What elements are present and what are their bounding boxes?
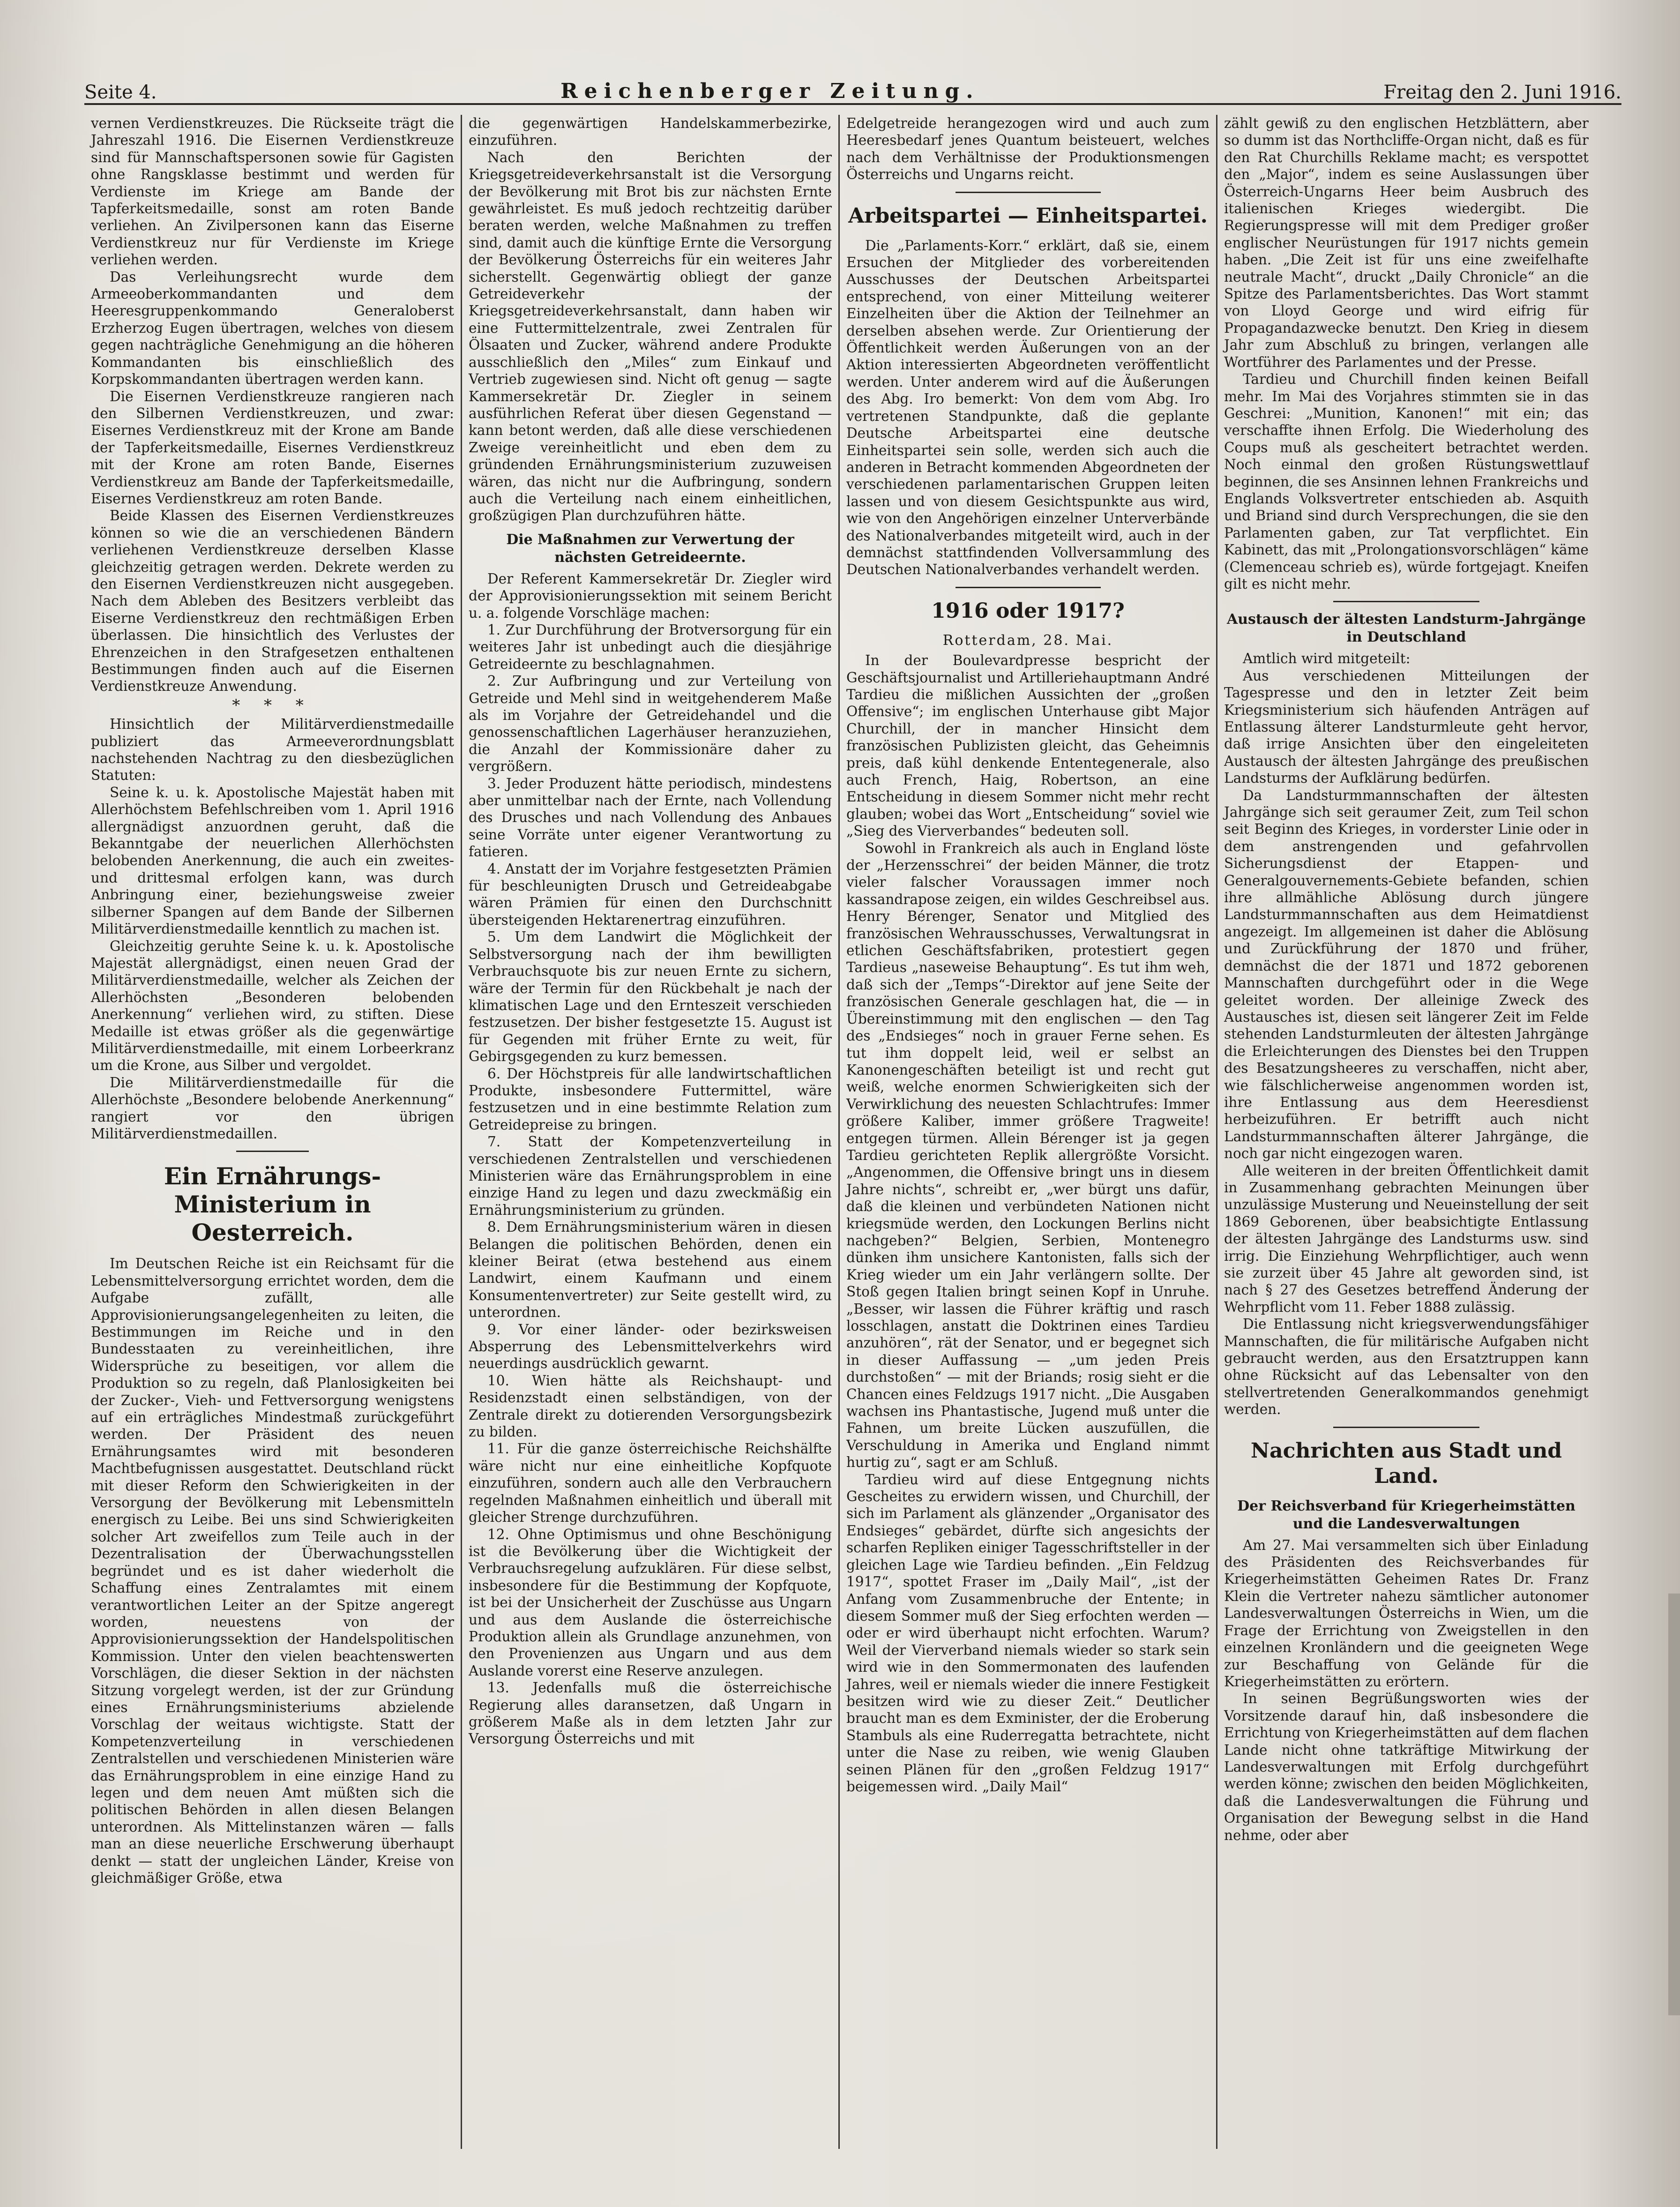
list-item: 9. Vor einer länder- oder bezirksweisen Absperrung des Lebensmittelverkehrs wird neuerdings ausdrücklich gewarnt. <box>469 1321 832 1372</box>
article-headline: 1916 oder 1917? <box>931 599 1125 623</box>
paragraph: Die Eisernen Verdienstkreuze rangieren nach den Silbernen Verdienstkreuzen, und zwar: Eisernes Verdienstkreuz mit der Krone am Bande der Tapferkeitsmedaille, Eisernes Verdienstkreuz mit der Krone am roten Bande, Eisernes Verdienstkreuz am Bande der Tapferkeitsmedaille, Eisernes Verdienstkreuz am roten Bande. <box>91 388 454 507</box>
paragraph: Die „Parlaments-Korr.“ erklärt, daß sie, einem Ersuchen der Mitglieder des vorbereitenden Ausschusses der Deutschen Arbeitspartei entsprechend, von einer Mitteilung weiterer Einzelheiten über die Aktion der Teilnehmer an derselben absehen werde. Zur Orientierung der Öffentlichkeit werden Äußerungen von an der Aktion interessierten Abgeordneten veröffentlicht werden. Unter anderem wird auf die Äußerungen des Abg. Iro bemerkt: Von dem vom Abg. Iro vertretenen Standpunkte, daß die geplante Deutsche Arbeitspartei eine deutsche Einheitspartei sein solle, werden sich auch die anderen in Betracht kommenden Abgeordneten der verschiedenen parlamentarischen Gruppen leiten lassen und von diesem Gesichtspunkte aus wird, wie von den Angehörigen einzelner Unterverbände des Nationalverbandes mitgeteilt wird, auch in der demnächst stattfindenden Vollversammlung des Deutschen Nationalverbandes verhandelt werden. <box>846 237 1210 578</box>
column-2 <box>462 115 840 2149</box>
paragraph: Sowohl in Frankreich als auch in England löste der „Herzensschrei“ der beiden Männer, die trotz vieler falscher Voraussagen immer noch kassandrapose zeigen, ein wildes Geschreibsel aus. Henry Bérenger, Senator und Mitglied des französischen Wehrausschusses, Verwaltungsrat in etlichen Geschäftsfabriken, protestiert gegen Tardieus „naseweise Behauptung“. Es tut ihm weh, daß sich der „Temps“-Direktor auf jene Seite der französischen Generale geschlagen hat, die — in Übereinstimmung mit den englischen — den Tag des „Endsieges“ noch in grauer Ferne sehen. Es tut ihm doppelt leid, weil er selbst an Kanonengeschäften beteiligt ist und recht gut weiß, welche enormen Schwierigkeiten sich der Verwirklichung des neuesten Schlachtrufes: Immer größere Kaliber, immer größere Tragweite! entgegen türmen. Allein Bérenger ist ja gegen Tardieu gerichteten Replik allergrößte Vorsicht. „Angenommen, die Offensive bringt uns in diesem Jahre nichts“, schreibt er, „wer bürgt uns dafür, daß die kleinen und verbündeten Nationen nicht kriegsmüde werden, den Lockungen Berlins nicht nachgeben?“ Belgien, Serbien, Montenegro dünken ihm unsichere Kantonisten, falls sich der Krieg wieder um ein Jahr verlängern sollte. Der Stoß gegen Italien bringt seinen Kopf in Unruhe. „Besser, wir lassen die Führer kräftig und rasch losschlagen, anstatt die Doktrinen eines Tardieu anzuhören“, rät der Senator, und er begegnet sich in dieser Auffassung — „um jeden Preis durchstoßen“ — mit der Briands; rosig sieht er die Chancen eines Feldzugs 1917 nicht. „Die Ausgaben wachsen ins Phantastische, Jugend muß unter die Fahnen, um breite Lücken auszufüllen, die Verschuldung in Amerika und England nimmt hurtig zu“, sagt er am Schluß. <box>846 840 1210 1471</box>
article-columns <box>84 115 1621 2149</box>
list-item: 7. Statt der Kompetenzverteilung in verschiedenen Zentralstellen und verschiedenen Ministerien wäre das Ernährungsproblem in eine einzige Hand zu legen und dazu zweckmäßig ein Ernährungsministerium zu gründen. <box>469 1134 832 1218</box>
paragraph: zählt gewiß zu den englischen Hetzblättern, aber so dumm ist das Northcliffe-Organ nicht, daß es für den Rat Churchills Reklame macht; es verspottet den „Major“, indem es seine Auslassungen über Österreich-Ungarns Heer beim Ausbruch des italienischen Krieges wiedergibt. Die Regierungspresse will mit dem Prediger großer englischer Neurüstungen für 1917 nichts gemein haben. „Die Zeit ist für uns eine zweifelhafte neutrale Macht“, druckt „Daily Chronicle“ an die Spitze des Parlamentsberichtes. Das Wort stammt von Lloyd George und wird eifrig für Propagandazwecke benutzt. Den Krieg in diesem Jahr zum Abschluß zu bringen, verlangen alle Wortführer des Parlamentes und der Presse. <box>1224 115 1589 370</box>
paragraph: Da Landsturmmannschaften der ältesten Jahrgänge sich seit geraumer Zeit, zum Teil schon seit Beginn des Krieges, in vorderster Linie oder in dem anstrengenden und gefahrvollen Sicherungsdienst der Etappen- und Generalgouvernements-Gebiete befanden, schien ihre allmähliche Ablösung durch jüngere Landsturmmannschaften aus dem Heimatdienst angezeigt. Im allgemeinen ist daher die Ablösung und Zurückführung der 1870 und früher, demnächst die der 1871 und 1872 geborenen Mannschaften durchgeführt oder in die Wege geleitet worden. Der alleinige Zweck des Austausches ist, diesen seit längerer Zeit im Felde stehenden Landsturmleuten der ältesten Jahrgänge die Erleichterungen des Dienstes bei den Truppen des Besatzungsheeres zu verschaffen, nicht aber, wie fälschlicherweise angenommen worden ist, ihre Entlassung aus dem Heeresdienst herbeizuführen. Er betrifft auch nicht Landsturmmannschaften älterer Jahrgänge, die noch gar nicht eingezogen waren. <box>1224 787 1589 1162</box>
paragraph: die gegenwärtigen Handelskammerbezirke, einzuführen. <box>469 115 832 149</box>
list-item: 5. Um dem Landwirt die Möglichkeit der Selbstversorgung nach der ihm bewilligten Verbrauchsquote bis zur neuen Ernte zu sichern, wäre der Termin für den Rückbehalt je nach der klimatischen Lage und den Ernteszeit verschieden festzusetzen. Der bisher festgesetzte 15. August ist für Gegenden mit früher Ernte zu weit, für Gebirgsgegenden zu kurz bemessen. <box>469 929 832 1065</box>
paragraph: Tardieu wird auf diese Entgegnung nichts Gescheites zu erwidern wissen, und Churchill, der sich im Parlament als glänzender „Organisator des Endsieges“ gebärdet, dürfte sich angesichts der scharfen Repliken einiger Tagesschriftsteller in der gleichen Lage wie Tardieu befinden. „Ein Feldzug 1917“, spottet Fraser im „Daily Mail“, „ist der Anfang vom Zusammenbruche der Entente; in diesem Sommer muß der Sieg erfochten werden — oder er wird überhaupt nicht erfochten. Warum? Weil der Vierverband niemals wieder so stark sein wird wie in den Sommermonaten des laufenden Jahres, weil er niemals wieder die innere Festigkeit besitzen wird wie zu dieser Zeit.“ Deutlicher braucht man es dem Exminister, der die Eroberung Stambuls als eine Ruderregatta betrachtete, nicht unter die Nase zu reiben, wie wenig Glauben seinen Plänen für den „großen Feldzug 1917“ beigemessen wird. „Daily Mail“ <box>846 1471 1210 1795</box>
paragraph: Die Militärverdienstmedaille für die Allerhöchste „Besondere belobende Anerkennung“ rangiert vor den übrigen Militärverdienstmedaillen. <box>91 1074 454 1142</box>
list-item: 2. Zur Aufbringung und zur Verteilung von Getreide und Mehl sind in weitgehenderem Maße als im Vorjahre der Getreidehandel und die genossenschaftlichen Lagerhäuser heranzuziehen, die Anzahl der Kommissionäre daher zu vergrößern. <box>469 673 832 775</box>
paragraph: Der Referent Kammersekretär Dr. Ziegler wird der Approvisionierungssektion mit seinem Bericht u. a. folgende Vorschläge machen: <box>469 570 832 621</box>
paragraph: Am 27. Mai versammelten sich über Einladung des Präsidenten des Reichsverbandes für Kriegerheimstätten Geheimen Rates Dr. Franz Klein die Vertreter nahezu sämtlicher autonomer Landesverwaltungen Österreichs in Wien, um die Frage der Errichtung von Zweigstellen in den einzelnen Kronländern und die geeigneten Wege zur Beschaffung von Gelände für die Kriegerheimstätten zu erörtern. <box>1224 1537 1589 1690</box>
section-subheading: Der Reichsverband für Kriegerheimstätten und die Landesverwaltungen <box>1237 1497 1575 1532</box>
page-number: Seite 4. <box>84 82 157 103</box>
paragraph: In seinen Begrüßungsworten wies der Vorsitzende darauf hin, daß insbesondere die Errichtung von Kriegerheimstätten auf dem flachen Lande nicht ohne tatkräftige Mitwirkung der Landesverwaltungen mit Erfolg durchgeführt werden könne; zwischen den beiden Möglichkeiten, daß die Landesverwaltungen die Führung und Organisation der Bewegung selbst in die Hand nehme, oder aber <box>1224 1691 1589 1843</box>
paragraph: Alle weiteren in der breiten Öffentlichkeit damit in Zusammenhang gebrachten Meinungen über unzulässige Musterung und Neueinstellung der seit 1869 Geborenen, über beabsichtigte Entlassung der ältesten Jahrgänge des Landsturms usw. sind irrig. Die Einziehung Wehrpflichtiger, auch wenn sie zurzeit über 45 Jahre alt geworden sind, ist nach § 27 des Gesetzes betreffend Änderung der Wehrpflicht vom 11. Feber 1888 zulässig. <box>1224 1162 1589 1315</box>
list-item: 4. Anstatt der im Vorjahre festgesetzten Prämien für beschleunigten Drusch und Getreideabgabe wären Prämien für einen den Durchschnitt übersteigenden Hektarenertrag einzuführen. <box>469 860 832 928</box>
paragraph: Seine k. u. k. Apostolische Majestät haben mit Allerhöchstem Befehlschreiben vom 1. April 1916 allergnädigst anzuordnen geruht, daß die Bekanntgabe der neuerlichen Allerhöchsten belobenden Anerkennung, die auch ein zweites- und drittesmal erfolgen kann, was durch Anbringung einer, beziehungsweise zweier silberner Spangen auf dem Bande der Silbernen Militärverdienstmedaille kenntlich zu machen ist. <box>91 784 454 937</box>
masthead: Reichenberger Zeitung. <box>560 79 980 103</box>
article-headline: Ein Ernährungs-Ministerium in Oesterreich. <box>164 1162 381 1247</box>
paragraph: Edelgetreide herangezogen wird und auch zum Heeresbedarf jenes Quantum beisteuert, welches nach dem Verhältnisse der Produktionsmengen Österreichs und Ungarns reicht. <box>846 115 1210 183</box>
section-subheading: Austausch der ältesten Landsturm-Jahrgänge in Deutschland <box>1226 611 1586 646</box>
list-item: 8. Dem Ernährungsministerium wären in diesen Belangen die politischen Behörden, denen ein kleiner Beirat (etwa bestehend aus einem Landwirt, einem Kaufmann und einem Konsumentenvertreter) zur Seite gestellt wird, zu unterordnen. <box>469 1219 832 1321</box>
paragraph: Die Entlassung nicht kriegsverwendungsfähiger Mannschaften, die für militärische Aufgaben nicht gebraucht werden, aus den Ersatztruppen kann ohne Rücksicht auf das Lebensalter von den stellvertretenden Generalkommandos genehmigt werden. <box>1224 1316 1589 1418</box>
list-item: 10. Wien hätte als Reichshaupt- und Residenzstadt einen selbständigen, von der Zentrale direkt zu dotierenden Versorgungsbezirk zu bilden. <box>469 1372 832 1440</box>
list-item: 3. Jeder Produzent hätte periodisch, mindestens aber unmittelbar nach der Ernte, nach Vollendung des Drusches und nach Vollendung des Anbaues seine Vorräte unter eigener Verantwortung zu fatieren. <box>469 775 832 860</box>
paragraph: Amtlich wird mitgeteilt: <box>1243 651 1411 667</box>
column-3 <box>840 115 1217 2149</box>
divider <box>1333 601 1479 602</box>
column-1 <box>84 115 462 2149</box>
divider <box>1333 1427 1479 1428</box>
paragraph: In der Boulevardpresse bespricht der Geschäftsjournalist und Artilleriehauptmann André Tardieu die mißlichen Aussichten der „großen Offensive“; im englischen Unterhause gibt Major Churchill, der in mancher Hinsicht dem französischen Publizisten gleicht, das Geheimnis preis, daß kühl denkende Ententegenerale, also auch French, Haig, Robertson, an eine Entscheidung in diesem Sommer nicht mehr recht glauben; wobei das Wort „Entscheidung“ soviel wie „Sieg des Vierverbandes“ bedeuten soll. <box>846 652 1210 839</box>
divider <box>236 1151 309 1152</box>
list-item: 11. Für die ganze österreichische Reichshälfte wäre nicht nur eine einheitliche Kopfquote einzuführen, sondern auch alle den Verbrauchern regelnden Maßnahmen einheitlich und überall mit gleicher Strenge durchzuführen. <box>469 1441 832 1526</box>
list-item: 6. Der Höchstpreis für alle landwirtschaftlichen Produkte, insbesondere Futtermittel, wäre festzusetzen und in eine bestimmte Relation zum Getreidepreise zu bringen. <box>469 1065 832 1133</box>
section-separator-stars: * * * <box>232 696 313 715</box>
paragraph: Aus verschiedenen Mitteilungen der Tagespresse und den in letzter Zeit beim Kriegsministerium sich häufenden Anträgen auf Entlassung älterer Landsturmleute geht hervor, daß irrige Ansichten über den eingeleiteten Austausch der ältesten Jahrgänge des preußischen Landsturms der Aufklärung bedürfen. <box>1224 667 1589 786</box>
article-headline: Arbeitspartei — Einheitspartei. <box>848 203 1208 228</box>
paragraph: Tardieu und Churchill finden keinen Beifall mehr. Im Mai des Vorjahres stimmten sie in das Geschrei: „Munition, Kanonen!“ mit ein; das verschaffte ihnen Erfolg. Die Wiederholung des Coups muß als gescheitert betrachtet werden. Noch einmal den großen Rüstungswettlauf beginnen, die ses Ansinnen lehnen Frankreichs und Englands Volksvertreter entschieden ab. Asquith und Briand sind durch Versprechungen, die sie den Parlamenten gaben, zur Tat verpflichtet. Ein Kabinett, das mit „Prolongationsvorschlägen“ käme (Clemenceau schrieb es), würde fortgejagt. Kneifen gilt es nicht mehr. <box>1224 371 1589 592</box>
adjacent-page-edge <box>1668 1594 1680 2015</box>
list-item: 13. Jedenfalls muß die österreichische Regierung alles daransetzen, daß Ungarn in größerem Maße als in dem letzten Jahr zur Versorgung Österreichs und mit <box>469 1680 832 1747</box>
paragraph: Hinsichtlich der Militärverdienstmedaille publiziert das Armeeverordnungsblatt nachstehenden Nachtrag zu den diesbezüglichen Statuten: <box>91 716 454 784</box>
paragraph: Das Verleihungsrecht wurde dem Armeeoberkommandanten und dem Heeresgruppenkommando Generaloberst Erzherzog Eugen übertragen, welches von diesem gegen nachträgliche Genehmigung an die höheren Kommandanten bis einschließlich des Korpskommandanten übertragen werden kann. <box>91 269 454 388</box>
column-4 <box>1217 115 1595 2149</box>
section-subheading: Die Maßnahmen zur Verwertung der nächsten Getreideernte. <box>506 531 794 566</box>
paragraph: vernen Verdienstkreuzes. Die Rückseite trägt die Jahreszahl 1916. Die Eisernen Verdienstkreuze sind für Mannschaftspersonen sowie für Gagisten ohne Rangsklasse bestimmt und werden für Verdienste im Kriege am Bande der Tapferkeitsmedaille, sonst am roten Bande verliehen. An Zivilpersonen kann das Eiserne Verdienstkreuz nur für Verdienste im Kriege verliehen werden. <box>91 115 454 268</box>
paragraph: Im Deutschen Reiche ist ein Reichsamt für die Lebensmittelversorgung errichtet worden, dem die Aufgabe zufällt, alle Approvisionierungsangelegenheiten zu leiten, die Bestimmungen im Reiche und in den Bundesstaaten zu vereinheitlichen, ihre Widersprüche zu beseitigen, vor allem die Produktion so zu regeln, daß Planlosigkeiten bei der Zucker-, Vieh- und Fettversorgung wenigstens auf ein erträgliches Mindestmaß zurückgeführt werden. Der Präsident des neuen Ernährungsamtes wird mit besonderen Machtbefugnissen ausgestattet. Deutschland rückt mit dieser Reform den Schwierigkeiten in der Versorgung der Bevölkerung mit Lebensmitteln energisch zu Leibe. Bei uns sind Schwierigkeiten solcher Art zweifellos zum Teile auch in der Dezentralisation der Überwachungsstellen begründet und es ist daher wiederholt die Schaffung eines Zentralamtes mit einem verantwortlichen Leiter an der Spitze angeregt worden, neuestens von der Approvisionierungssektion der Handelspolitischen Kommission. Unter den vielen beachtenswerten Vorschlägen, die dieser Sektion in der nächsten Sitzung vorgelegt werden, ist der zur Gründung eines Ernährungsministeriums abzielende Vorschlag der weitaus wichtigste. Statt der Kompetenzverteilung in verschiedenen Zentralstellen und verschiedenen Ministerien wäre das Ernährungsproblem in eine einzige Hand zu legen und dem neuen Amt müßten sich die politischen Behörden in allen diesen Belangen unterordnen. Als Mittelinstanzen wären — falls man an diese neuerliche Erschwerung überhaupt denkt — statt der ungleichen Länder, Kreise von gleichmäßiger Größe, etwa <box>91 1256 454 1886</box>
dateline: Rotterdam, 28. Mai. <box>942 632 1113 649</box>
list-item: 12. Ohne Optimismus und ohne Beschönigung ist die Bevölkerung über die Wichtigkeit der Verbrauchsregelung aufzuklären. Für diese selbst, insbesondere für die Bestimmung der Kopfquote, ist bei der Unsicherheit der Zuschüsse aus Ungarn und aus dem Auslande die österreichische Produktion allein als Grundlage anzunehmen, von den Provenienzen aus Ungarn und aus dem Auslande vorerst eine Reserve anzulegen. <box>469 1526 832 1679</box>
paragraph: Nach den Berichten der Kriegsgetreideverkehrsanstalt ist die Versorgung der Bevölkerung mit Brot bis zur nächsten Ernte gewährleistet. Es muß jedoch rechtzeitig darüber beraten werden, welche Maßnahmen zu treffen sind, damit auch die künftige Ernte die Versorgung der Bevölkerung Österreichs für ein weiteres Jahr sicherstellt. Gegenwärtig obliegt der ganze Getreideverkehr der Kriegsgetreideverkehrsanstalt, dann haben wir eine Futtermittelzentrale, zwei Zentralen für Ölsaaten und Zucker, während andere Produkte ausschließlich den „Miles“ zum Einkauf und Vertrieb zugewiesen sind. Nicht oft genug — sagte Kammersekretär Dr. Ziegler in seinem ausführlichen Referat über diesen Gegenstand — kann betont werden, daß alle diese verschiedenen Zweige vereinheitlicht und eben dem zu gründenden Ernährungsministerium zuzuweisen wären, das nicht nur die Aufbringung, sondern auch die Verteilung nach einem einheitlichen, großzügigen Plan durchzuführen hätte. <box>469 149 832 524</box>
article-headline: Nachrichten aus Stadt und Land. <box>1250 1438 1562 1488</box>
issue-date: Freitag den 2. Juni 1916. <box>1383 82 1621 103</box>
list-item: 1. Zur Durchführung der Brotversorgung für ein weiteres Jahr ist unbedingt auch die diesjährige Getreideernte zu beschlagnahmen. <box>469 621 832 672</box>
paragraph: Beide Klassen des Eisernen Verdienstkreuzes können so wie die an verschiedenen Bändern verliehenen Verdienstkreuze derselben Klasse gleichzeitig getragen werden. Dekrete werden zu den Eisernen Verdienstkreuzen nicht ausgegeben. Nach dem Ableben des Besitzers verbleibt das Eiserne Verdienstkreuz den rechtmäßigen Erben überlassen. Die hinsichtlich des Verlustes der Ehrenzeichen in den Strafgesetzen enthaltenen Bestimmungen finden auch auf die Eisernen Verdienstkreuze Anwendung. <box>91 508 454 695</box>
divider <box>956 587 1101 588</box>
divider <box>956 192 1101 193</box>
paragraph: Gleichzeitig geruhte Seine k. u. k. Apostolische Majestät allergnädigst, einen neuen Grad der Militärverdienstmedaille, welcher als Zeichen der Allerhöchsten „Besonderen belobenden Anerkennung“ verliehen wird, zu stiften. Diese Medaille ist etwas größer als die gegenwärtige Militärverdienstmedaille, mit einem Lorbeerkranz um die Krone, aus Silber und vergoldet. <box>91 938 454 1074</box>
page-header <box>84 66 1621 105</box>
